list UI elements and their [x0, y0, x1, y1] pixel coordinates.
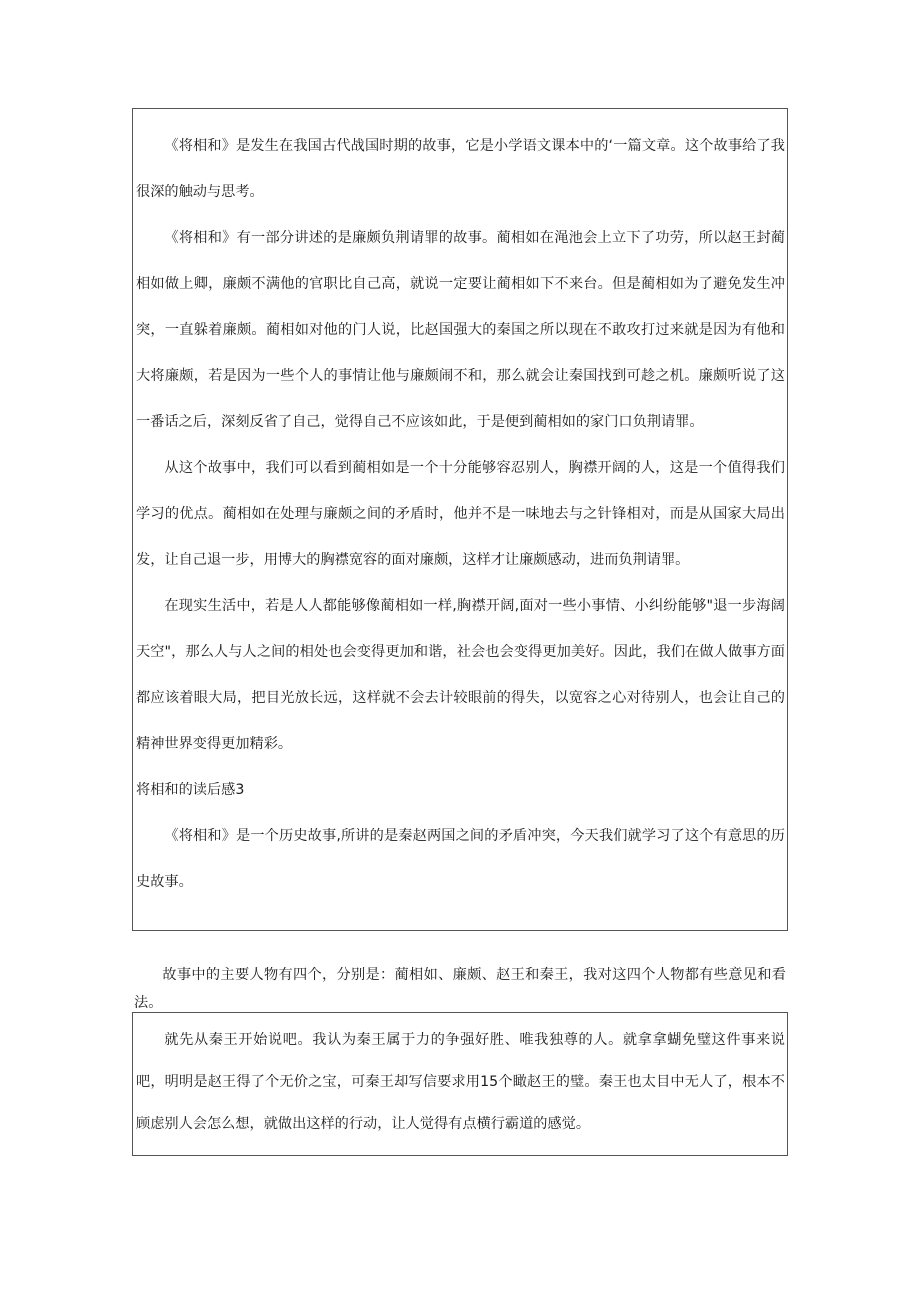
section-heading: 将相和的读后感3	[136, 782, 245, 798]
frame-content	[136, 123, 785, 905]
paragraph-lesson: 从这个故事中，我们可以看到蔺相如是一个十分能够容忍别人，胸襟开阔的人，这是一个值得我们学习的优点。蔺相如在处理与廉颇之间的矛盾时，他并不是一味地去与之针锋相对，而是从国家大局出发，让自己退一步，用博大的胸襟宽容的面对廉颇，这样才让廉颇感动，进而负荆请罪。	[136, 460, 785, 568]
paragraph-qin-king: 就先从秦王开始说吧。我认为秦王属于力的争强好胜、唯我独尊的人。就拿拿蝴免璧这件事来说吧，明明是赵王得了个无价之宝，可秦王却写信要求用15个瞰赵王的璧。秦王也太目中无人了，根本不顾虑别人会怎么想，就做出这样的行动，让人觉得有点横行霸道的感觉。	[136, 1032, 785, 1132]
paragraph-intro: 《将相和》是发生在我国古代战国时期的故事，它是小学语文课本中的‘一篇文章。这个故事给了我很深的触动与思考。	[136, 138, 785, 200]
paragraph-story: 《将相和》有一部分讲述的是廉颇负荆请罪的故事。蔺相如在渑池会上立下了功劳，所以赵王封蔺相如做上卿，廉颇不满他的官职比自己高，就说一定要让蔺相如下不来台。但是蔺相如为了避免发生冲突，一直躲着廉颇。蔺相如对他的门人说，比赵国强大的秦国之所以现在不敢攻打过来就是因为有他和大将廉颇，若是因为一些个人的事情让他与廉颇闹不和，那么就会让秦国找到可趁之机。廉颇听说了这一番话之后，深刻反省了自己，觉得自己不应该如此，于是便到蔺相如的家门口负荆请罪。	[136, 230, 785, 430]
paragraph-after-heading: 《将相和》是一个历史故事,所讲的是秦赵两国之间的矛盾冲突，今天我们就学习了这个有意思的历史故事。	[136, 828, 785, 890]
paragraph-characters: 故事中的主要人物有四个，分别是：蔺相如、廉颇、赵王和秦王，我对这四个人物都有些意见和看法。	[134, 967, 786, 1011]
frame-content	[136, 1019, 785, 1145]
text-frame-bottom	[132, 1012, 788, 1156]
text-frame-top	[132, 108, 788, 931]
paragraph-reality: 在现实生活中，若是人人都能够像蔺相如一样,胸襟开阔,面对一些小事情、小纠纷能够"退一步海阔天空"，那么人与人之间的相处也会变得更加和谐，社会也会变得更加美好。因此，我们在做人做事方面都应该着眼大局，把目光放长远，这样就不会去计较眼前的得失，以宽容之心对待别人，也会让自己的精神世界变得更加精彩。	[136, 598, 785, 752]
